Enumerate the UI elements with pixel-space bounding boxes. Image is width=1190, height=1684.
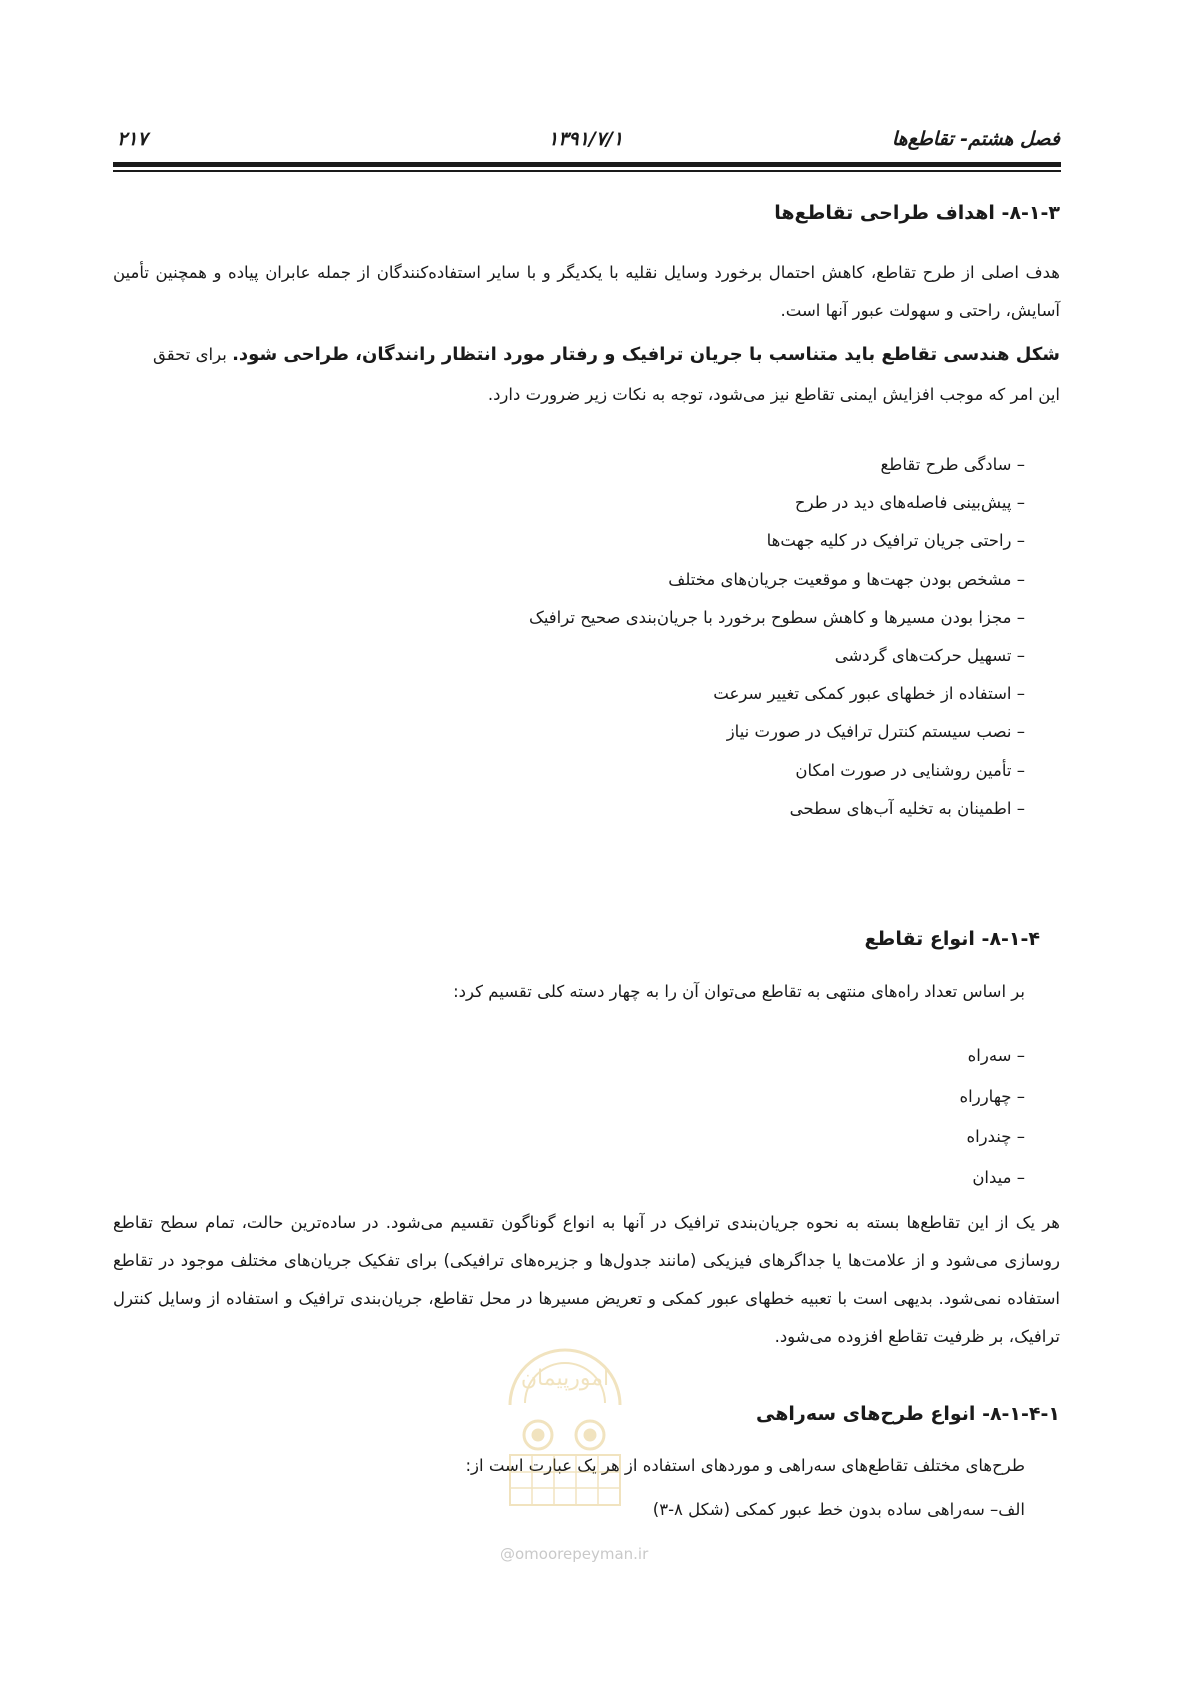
list-item: – سادگی طرح تقاطع (880, 455, 1025, 474)
list-item: – نصب سیستم کنترل ترافیک در صورت نیاز (726, 722, 1025, 742)
types-paragraph: هر یک از این تقاطع‌ها بسته به نحوه جریان‌بندی ترافیک در آنها به انواع گوناگون تقسیم می‌شود. در ساده‌ترین حالت، تمام سطح تقاطع روسازی می‌شود و از علامت‌ها یا جداگرهای فیزیکی (مانند جدول‌ها و جزیره‌های ترافیکی) برای تفکیک جریان‌های مختلف موجود در تقاطع استفاده نمی‌شود. بدیهی است با تعبیه خطهای عبور کمکی و تعریض مسیرها در محل تقاطع، جریان‌بندی ترافیک و استفاده از وسایل کنترل ترافیک، بر ظرفیت تقاطع افزوده می‌شود. (113, 1213, 1060, 1346)
chapter-title: فصل هشتم- تقاطع‌ها (891, 128, 1060, 150)
list-item: – راحتی جریان ترافیک در کلیه جهت‌ها (766, 531, 1025, 551)
list-item: – سه‌راه (967, 1046, 1025, 1065)
watermark-logo (490, 1335, 640, 1515)
section-heading-types: ۸-۱-۴- انواع تقاطع (864, 928, 1040, 950)
goals-statement (113, 336, 1060, 374)
watermark-url: @omoorepeyman.ir (500, 1545, 649, 1563)
list-item: – تأمین روشنایی در صورت امکان (795, 760, 1025, 780)
section-heading-goals: ۸-۱-۳- اهداف طراحی تقاطع‌ها (774, 202, 1060, 224)
header-rule-thin (113, 170, 1061, 172)
statement-continuation: برای تحقق (153, 345, 227, 364)
statement-line-2: این امر که موجب افزایش ایمنی تقاطع نیز می‌شود، توجه به نکات زیر ضرورت دارد. (487, 385, 1060, 404)
header-rule-thick (113, 162, 1061, 167)
list-item: – میدان (972, 1167, 1025, 1187)
list-item: – استفاده از خطهای عبور کمکی تغییر سرعت (713, 684, 1025, 704)
page-number: ۲۱۷ (117, 128, 148, 150)
types-intro: بر اساس تعداد راه‌های منتهی به تقاطع می‌توان آن را به چهار دسته کلی تقسیم کرد: (453, 982, 1025, 1001)
section-heading-three-way: ۸-۱-۴-۱- انواع طرح‌های سه‌راهی (755, 1403, 1060, 1425)
list-item: – چهارراه (959, 1086, 1025, 1106)
watermark-text: امورپیمان (520, 1366, 610, 1391)
list-item: – پیش‌بینی فاصله‌های دید در طرح (794, 493, 1025, 513)
three-way-intro: طرح‌های مختلف تقاطع‌های سه‌راهی و موردهای استفاده از هر یک عبارت است از: (465, 1456, 1025, 1475)
list-item: – اطمینان به تخلیه آب‌های سطحی (789, 798, 1025, 818)
list-item: – مشخص بودن جهت‌ها و موقعیت جریان‌های مختلف (668, 569, 1025, 589)
bold-statement: شکل هندسی تقاطع باید متناسب با جریان ترافیک و رفتار مورد انتظار رانندگان، طراحی شود. (232, 344, 1060, 365)
list-item: – تسهیل حرکت‌های گردشی (834, 646, 1025, 666)
goals-paragraph: هدف اصلی از طرح تقاطع، کاهش احتمال برخورد وسایل نقلیه با یکدیگر و با سایر استفاده‌کنندگان از جمله عابران پیاده و همچنین تأمین آسایش، راحتی و سهولت عبور آنها است. (113, 263, 1060, 320)
list-item: – چندراه (966, 1127, 1025, 1146)
three-way-item-a: الف– سه‌راهی ساده بدون خط عبور کمکی (شکل ۸-۳) (652, 1500, 1025, 1519)
types-list (960, 1036, 1026, 1198)
list-item: – مجزا بودن مسیرها و کاهش سطوح برخورد با جریان‌بندی صحیح ترافیک (529, 607, 1025, 627)
goals-bullet-list (529, 446, 1025, 828)
header-date: ۱۳۹۱/۷/۱ (548, 128, 624, 150)
